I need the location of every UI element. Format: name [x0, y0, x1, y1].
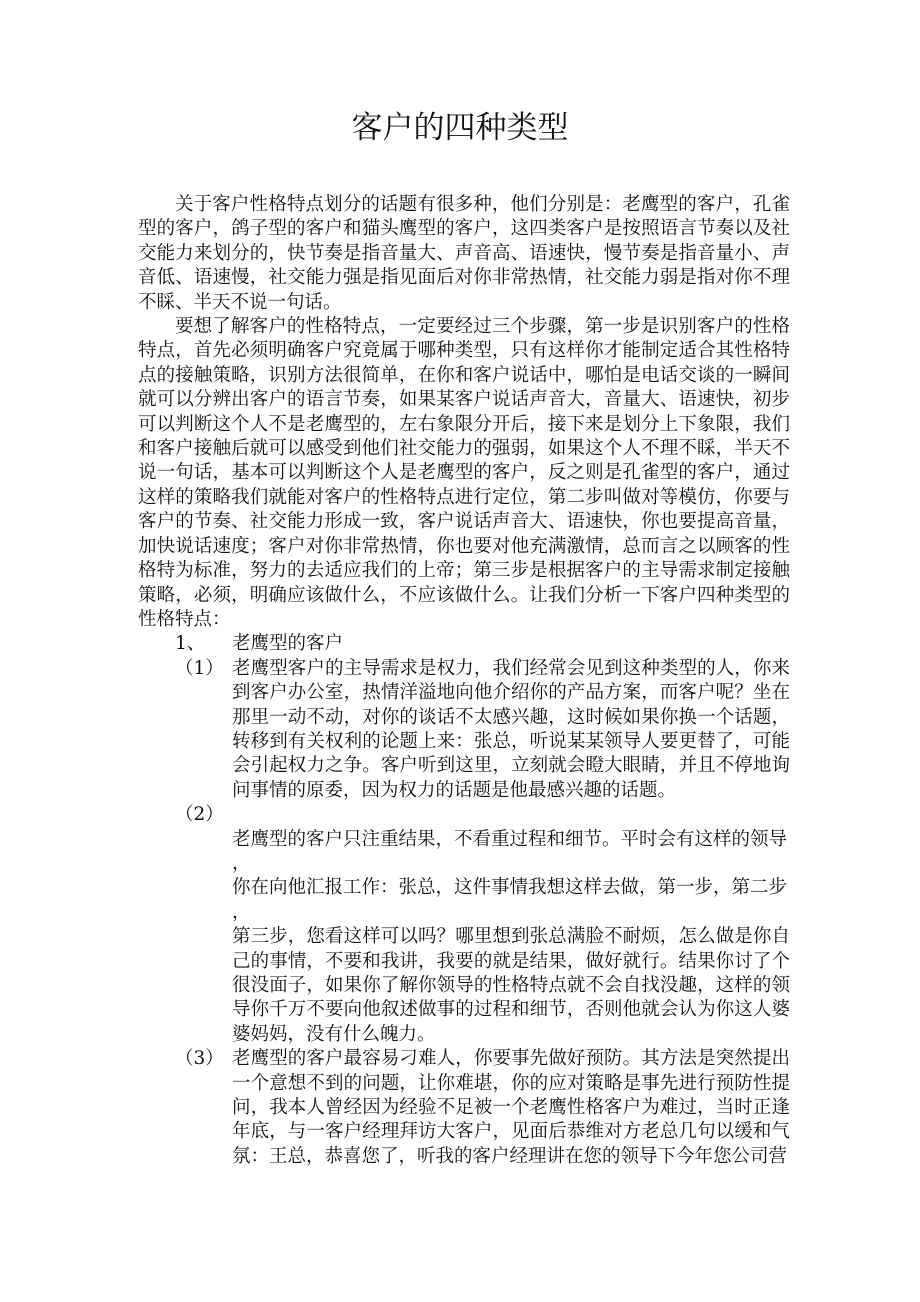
document-title: 客户的四种类型 [351, 110, 569, 146]
list-item-text-line: 第三步，您看这样可以吗？哪里想到张总满脸不耐烦，怎么做是你自己的事情，不要和我讲，我要的就是结果，做好就行。结果你讨了个很没面子，如果你了解你领导的性格特点就不会自找没趣，这样的领导你千万不要向他叙述做事的过程和细节，否则他就会认为你这人婆婆妈妈，没有什么魄力。 [232, 926, 790, 1045]
list-item-2-body [138, 828, 790, 1048]
list-item-number: （2） [175, 804, 224, 826]
list-item-text: 老鹰型的客户最容易刁难人，你要事先做好预防。其方法是突然提出一个意想不到的问题，让你难堪，你的应对策略是事先进行预防性提问，我本人曾经因为经验不足被一个老鹰性格客户为难过，当时正逢年底，与一客户经理拜访大客户，见面后恭维对方老总几句以缓和气氛：王总，恭喜您了，听我的客户经理讲在您的领导下今年您公司营 [232, 1048, 790, 1167]
list-item-text-line: 你在向他汇报工作：张总，这件事情我想这样去做，第一步，第二步 [232, 877, 788, 899]
list-item-1 [138, 657, 790, 803]
list-item-2 [138, 803, 790, 827]
stray-comma: ， [232, 852, 251, 874]
document-body [138, 193, 790, 1169]
stray-comma: ， [232, 901, 251, 923]
list-item-number: （1） [175, 657, 224, 679]
list-item-text: 老鹰型客户的主导需求是权力，我们经常会见到这种类型的人，你来到客户办公室，热情洋溢地向他介绍你的产品方案，而客户呢？坐在那里一动不动，对你的谈话不太感兴趣，这时候如果你换一个话题，转移到有关权利的论题上来：张总，听说某某领导人要更替了，可能会引起权力之争。客户听到这里，立刻就会瞪大眼睛，并且不停地询问事情的原委，因为权力的话题是他最感兴趣的话题。 [232, 657, 790, 801]
list-item-number: （3） [175, 1048, 224, 1070]
section-number: 1、 [175, 633, 206, 655]
section-heading [138, 632, 790, 656]
steps-paragraph: 要想了解客户的性格特点，一定要经过三个步骤，第一步是识别客户的性格特点，首先必须明确客户究竟属于哪种类型，只有这样你才能制定适合其性格特点的接触策略，识别方法很简单，在你和客户说话中，哪怕是电话交谈的一瞬间就可以分辨出客户的语言节奏，如果某客户说话声音大，音量大、语速快，初步可以判断这个人不是老鹰型的，左右象限分开后，接下来是划分上下象限，我们和客户接触后就可以感受到他们社交能力的强弱，如果这个人不理不睬，半天不说一句话，基本可以判断这个人是老鹰型的客户，反之则是孔雀型的客户，通过这样的策略我们就能对客户的性格特点进行定位，第二步叫做对等模仿，你要与客户的节奏、社交能力形成一致，客户说话声音大、语速快，你也要提高音量，加快说话速度；客户对你非常热情，你也要对他充满激情，总而言之以顾客的性格特为标准，努力的去适应我们的上帝；第三步是根据客户的主导需求制定接触策略，必须，明确应该做什么，不应该做什么。让我们分析一下客户四种类型的性格特点： [138, 316, 790, 630]
list-item-text-line: 老鹰型的客户只注重结果，不看重过程和细节。平时会有这样的领导 [232, 828, 788, 850]
intro-paragraph: 关于客户性格特点划分的话题有很多种，他们分别是：老鹰型的客户，孔雀型的客户，鸽子型的客户和猫头鹰型的客户，这四类客户是按照语言节奏以及社交能力来划分的，快节奏是指音量大、声音高、语速快，慢节奏是指音量小、声音低、语速慢，社交能力强是指见面后对你非常热情，社交能力弱是指对你不理不睬、半天不说一句话。 [138, 194, 790, 313]
list-item-3 [138, 1047, 790, 1169]
section-title: 老鹰型的客户 [232, 633, 344, 655]
